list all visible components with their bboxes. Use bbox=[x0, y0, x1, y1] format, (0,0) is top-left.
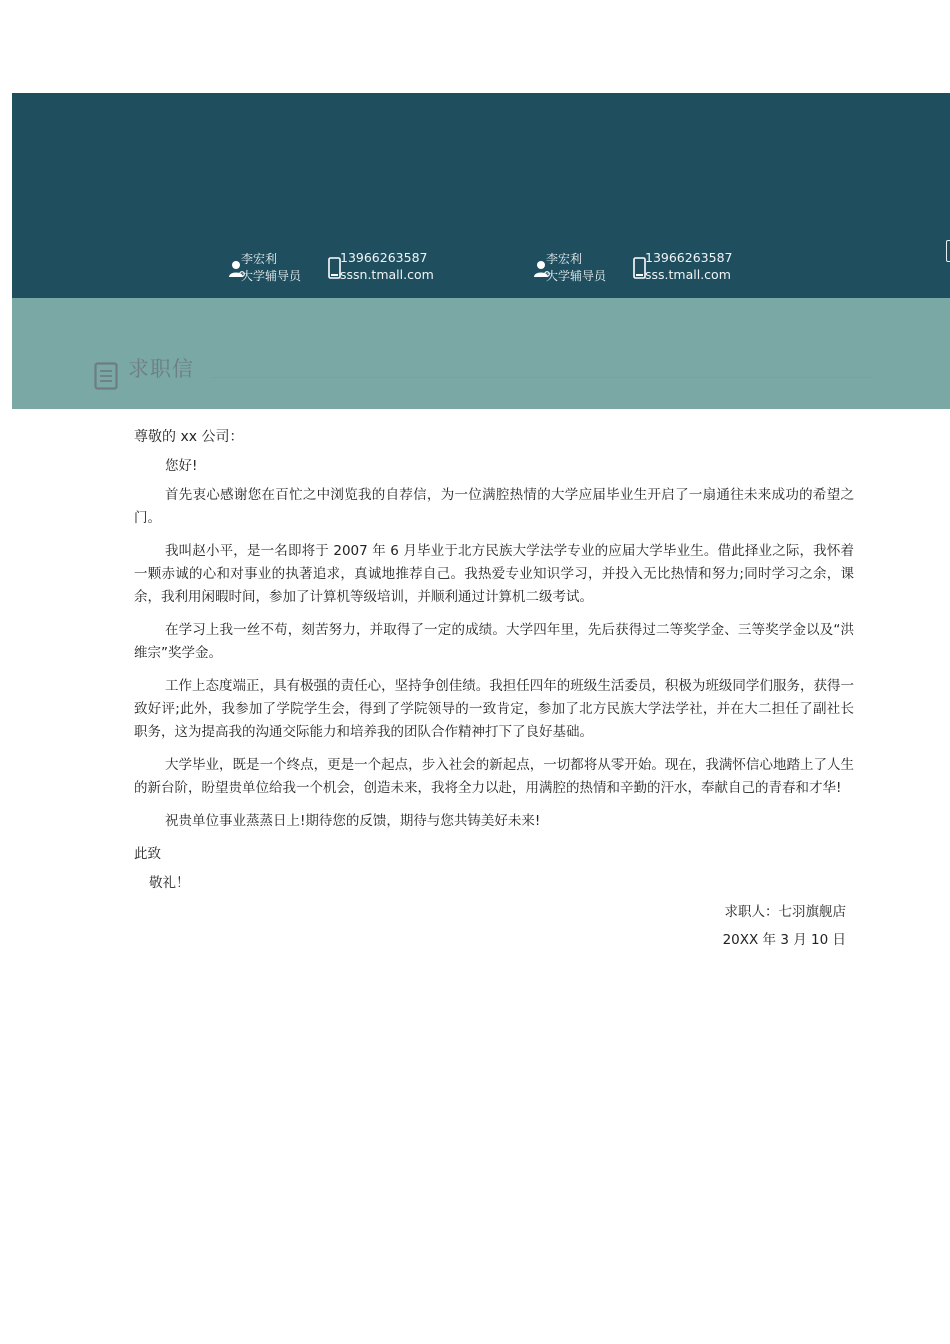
contact-role: 大学辅导员 bbox=[546, 269, 607, 283]
section-title: 求职信 bbox=[128, 357, 194, 381]
contact-role: 大学辅导员 bbox=[241, 269, 302, 283]
letter-paragraph: 在学习上我一丝不苟，刻苦努力，并取得了一定的成绩。大学四年里，先后获得过二等奖学金、三等奖学金以及“洪维宗”奖学金。 bbox=[134, 622, 854, 661]
contact-site[interactable]: sss.tmall.com bbox=[645, 267, 731, 282]
letter-regards: 敬礼！ bbox=[149, 875, 190, 891]
contact-name: 李宏利 bbox=[241, 252, 278, 266]
contact-phone: 13966263587 bbox=[645, 250, 733, 265]
contact-phone: 13966263587 bbox=[340, 250, 428, 265]
contact-name: 李宏利 bbox=[546, 252, 583, 266]
letter-signer: 求职人：七羽旗舰店 bbox=[724, 904, 846, 920]
letter-paragraph: 工作上态度端正，具有极强的责任心，坚持争创佳绩。我担任四年的班级生活委员，积极为班级同学们服务，获得一致好评;此外，我参加了学院学生会，得到了学院领导的一致肯定，参加了北方民族大学法学社，并在大二担任了副社长职务，这为提高我的沟通交际能力和培养我的团队合作精神打下了良好基础。 bbox=[134, 678, 854, 740]
header-banner bbox=[12, 93, 950, 298]
letter-date: 20XX 年 3 月 10 日 bbox=[722, 932, 846, 948]
letter-salutation: 尊敬的 xx 公司： bbox=[134, 429, 244, 445]
letter-body bbox=[134, 426, 854, 952]
letter-paragraph: 大学毕业，既是一个终点，更是一个起点，步入社会的新起点，一切都将从零开始。现在，我满怀信心地踏上了人生的新台阶，盼望贵单位给我一个机会，创造未来，我将全力以赴，用满腔的热情和辛勤的汗水，奉献自己的青春和才华! bbox=[134, 757, 854, 796]
contact-site[interactable]: sssn.tmall.com bbox=[340, 267, 434, 282]
letter-closing: 此致 bbox=[134, 846, 161, 862]
letter-paragraph: 首先衷心感谢您在百忙之中浏览我的自荐信，为一位满腔热情的大学应届毕业生开启了一扇通往未来成功的希望之门。 bbox=[134, 487, 854, 526]
letter-greeting: 您好! bbox=[165, 458, 198, 474]
title-divider bbox=[212, 377, 872, 378]
letter-paragraph: 祝贵单位事业蒸蒸日上!期待您的反馈，期待与您共铸美好未来! bbox=[165, 813, 541, 829]
edge-bracket-icon bbox=[946, 240, 950, 262]
document-icon bbox=[94, 362, 118, 390]
letter-paragraph: 我叫赵小平，是一名即将于 2007 年 6 月毕业于北方民族大学法学专业的应届大学毕业生。借此择业之际，我怀着一颗赤诚的心和对事业的执著追求，真诚地推荐自己。我热爱专业知识学习，并投入无比热情和努力;同时学习之余，课余，我利用闲暇时间，参加了计算机等级培训，并顺利通过计算机二级考试。 bbox=[134, 543, 854, 605]
